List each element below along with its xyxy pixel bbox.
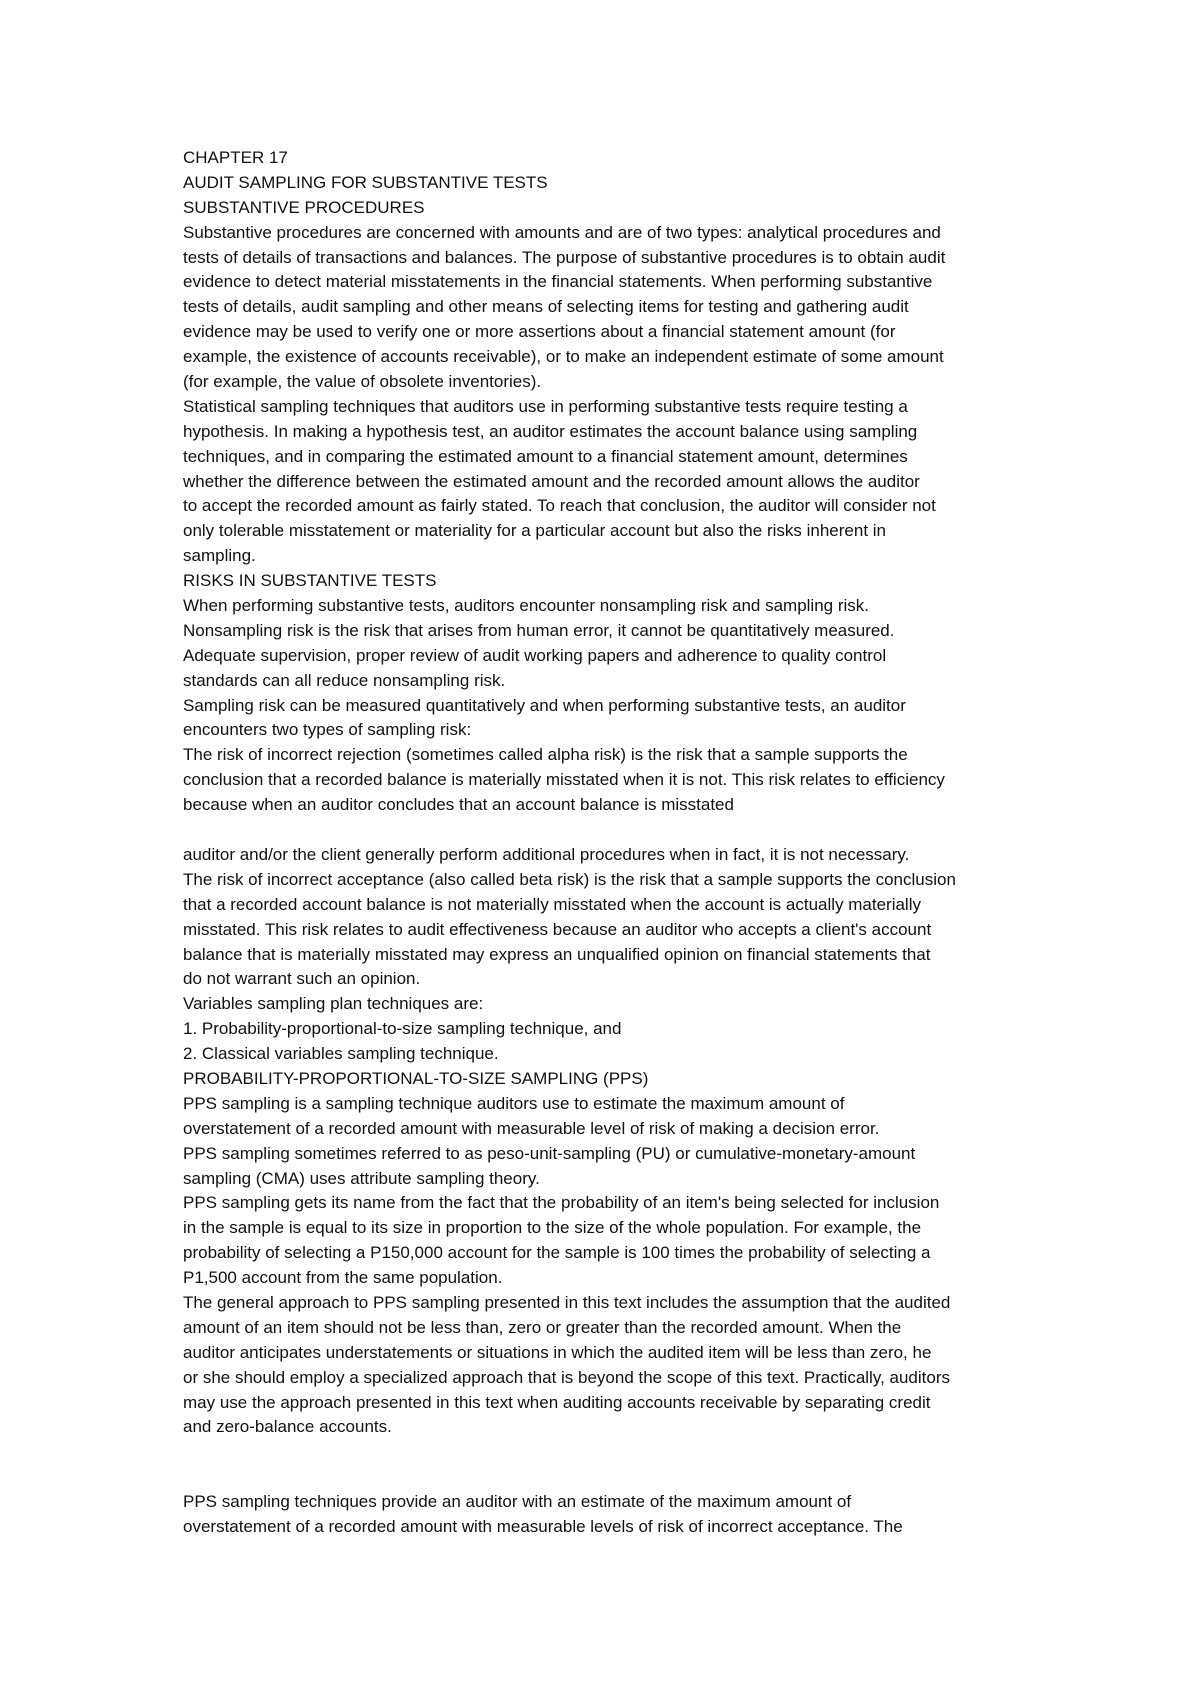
text-line: to accept the recorded amount as fairly stated. To reach that conclusion, the auditor will consider not <box>183 496 936 516</box>
text-line: probability of selecting a P150,000 account for the sample is 100 times the probability of selecting a <box>183 1243 931 1263</box>
text-line: Nonsampling risk is the risk that arises from human error, it cannot be quantitatively measured. <box>183 620 895 640</box>
text-line: When performing substantive tests, auditors encounter nonsampling risk and sampling risk. <box>183 596 870 616</box>
text-line: overstatement of a recorded amount with measurable level of risk of making a decision error. <box>183 1118 880 1138</box>
text-line: auditor anticipates understatements or situations in which the audited item will be less than zero, he <box>183 1342 932 1362</box>
text-line: evidence to detect material misstatements in the financial statements. When performing substantive <box>183 272 933 292</box>
text-line: Statistical sampling techniques that auditors use in performing substantive tests require testing a <box>183 396 908 416</box>
text-block-2 <box>183 843 1053 1440</box>
text-line: example, the existence of accounts receivable), or to make an independent estimate of some amount <box>183 347 944 367</box>
section-heading-risks: RISKS IN SUBSTANTIVE TESTS <box>183 571 437 591</box>
text-line: (for example, the value of obsolete inventories). <box>183 372 542 392</box>
text-line: Sampling risk can be measured quantitatively and when performing substantive tests, an auditor <box>183 695 906 715</box>
blank-line <box>183 818 1053 843</box>
text-line: standards can all reduce nonsampling risk. <box>183 670 506 690</box>
section-heading-pps: PROBABILITY-PROPORTIONAL-TO-SIZE SAMPLING (PPS) <box>183 1068 649 1088</box>
text-block-1 <box>183 146 1053 818</box>
text-line: tests of details of transactions and balances. The purpose of substantive procedures is to obtain audit <box>183 247 946 267</box>
text-line: overstatement of a recorded amount with measurable levels of risk of incorrect acceptance. The <box>183 1517 903 1536</box>
text-line: encounters two types of sampling risk: <box>183 720 472 740</box>
text-line: that a recorded account balance is not materially misstated when the account is actually materially <box>183 894 921 914</box>
text-line: or she should employ a specialized approach that is beyond the scope of this text. Practically, auditors <box>183 1367 951 1387</box>
text-line: only tolerable misstatement or materiality for a particular account but also the risks inherent in <box>183 521 886 541</box>
list-item: 1. Probability-proportional-to-size sampling technique, and <box>183 1019 622 1039</box>
text-line: Variables sampling plan techniques are: <box>183 994 484 1014</box>
chapter-number: CHAPTER 17 <box>183 148 288 167</box>
list-item: 2. Classical variables sampling technique. <box>183 1044 499 1064</box>
text-line: and zero-balance accounts. <box>183 1417 392 1437</box>
section-heading-substantive-procedures: SUBSTANTIVE PROCEDURES <box>183 197 425 217</box>
text-line: auditor and/or the client generally perform additional procedures when in fact, it is not necessary. <box>183 844 910 864</box>
text-line: PPS sampling techniques provide an auditor with an estimate of the maximum amount of <box>183 1492 852 1512</box>
text-line: whether the difference between the estimated amount and the recorded amount allows the auditor <box>183 471 920 491</box>
text-line: techniques, and in comparing the estimated amount to a financial statement amount, determines <box>183 446 908 466</box>
chapter-title: AUDIT SAMPLING FOR SUBSTANTIVE TESTS <box>183 172 548 192</box>
text-line: hypothesis. In making a hypothesis test, an auditor estimates the account balance using sampling <box>183 421 918 441</box>
text-line: sampling (CMA) uses attribute sampling theory. <box>183 1168 540 1188</box>
text-line: in the sample is equal to its size in proportion to the size of the whole population. For example, the <box>183 1218 922 1238</box>
text-block-3 <box>183 1490 1053 1540</box>
text-line: balance that is materially misstated may express an unqualified opinion on financial statements that <box>183 944 931 964</box>
text-line: The general approach to PPS sampling presented in this text includes the assumption that the audited <box>183 1292 951 1312</box>
text-line: P1,500 account from the same population. <box>183 1268 503 1288</box>
text-line: The risk of incorrect rejection (sometimes called alpha risk) is the risk that a sample supports the <box>183 745 908 765</box>
blank-lines <box>183 1440 1053 1490</box>
text-line: PPS sampling gets its name from the fact that the probability of an item's being selected for inclusion <box>183 1193 940 1213</box>
text-line: PPS sampling sometimes referred to as peso-unit-sampling (PU) or cumulative-monetary-amount <box>183 1143 916 1163</box>
text-line: PPS sampling is a sampling technique auditors use to estimate the maximum amount of <box>183 1093 845 1113</box>
document-text <box>183 146 1053 1540</box>
text-line: conclusion that a recorded balance is materially misstated when it is not. This risk relates to efficiency <box>183 770 945 790</box>
text-line: amount of an item should not be less than, zero or greater than the recorded amount. When the <box>183 1317 902 1337</box>
text-line: evidence may be used to verify one or more assertions about a financial statement amount (for <box>183 322 896 342</box>
text-line: Adequate supervision, proper review of audit working papers and adherence to quality control <box>183 645 887 665</box>
text-line: misstated. This risk relates to audit effectiveness because an auditor who accepts a client's account <box>183 919 932 939</box>
text-line: The risk of incorrect acceptance (also called beta risk) is the risk that a sample supports the conclusion <box>183 869 956 889</box>
text-line: because when an auditor concludes that an account balance is misstated <box>183 795 734 815</box>
text-line: sampling. <box>183 546 256 566</box>
text-line: Substantive procedures are concerned with amounts and are of two types: analytical procedures and <box>183 222 941 242</box>
text-line: may use the approach presented in this text when auditing accounts receivable by separating credit <box>183 1392 931 1412</box>
text-line: do not warrant such an opinion. <box>183 969 421 989</box>
text-line: tests of details, audit sampling and other means of selecting items for testing and gathering audit <box>183 297 909 317</box>
